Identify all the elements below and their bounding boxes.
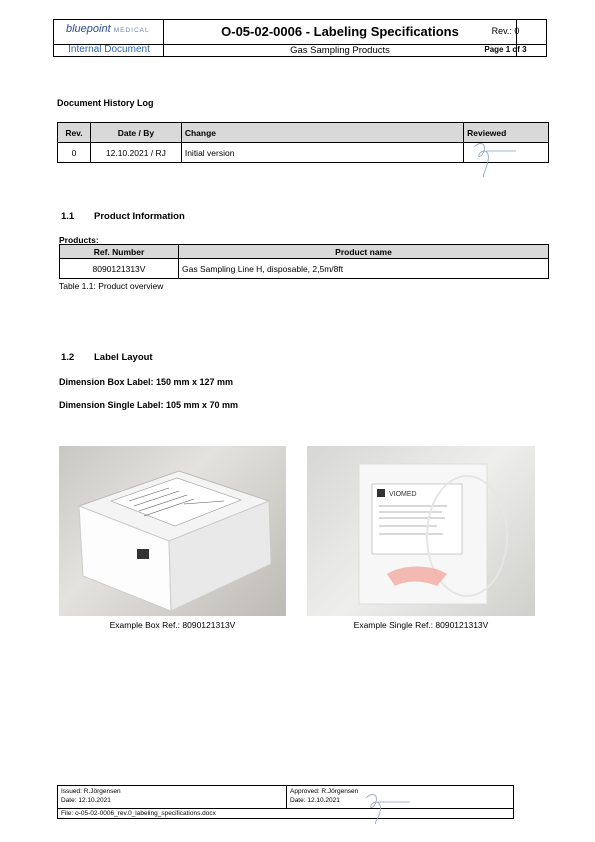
col-change: Change (181, 123, 463, 143)
cell-reviewed-signature (464, 143, 549, 163)
section-1-2-title: Label Layout (94, 352, 153, 363)
company-logo: bluepoint MEDICAL (66, 23, 150, 35)
signature-icon (466, 139, 526, 179)
col-product-name: Product name (179, 245, 549, 259)
col-date-by: Date / By (90, 123, 181, 143)
internal-document-label: Internal Document (68, 44, 150, 55)
table-caption: Table 1.1: Product overview (59, 281, 164, 291)
col-reviewed: Reviewed (464, 123, 549, 143)
document-footer (57, 785, 514, 819)
section-1-1-title: Product Information (94, 211, 185, 222)
issued-by: Issued: R.Jörgensen (61, 788, 121, 795)
page-number: Page 1 of 3 (484, 45, 527, 54)
col-ref-number: Ref. Number (60, 245, 179, 259)
section-1-2-number: 1.2 (61, 352, 75, 363)
issued-date: Date: 12.10.2021 (61, 797, 111, 804)
package-brand-text: VIOMED (389, 491, 417, 498)
section-1-1-number: 1.1 (61, 211, 75, 222)
box-label-photo (59, 446, 286, 616)
table-row (58, 143, 549, 163)
history-table (57, 122, 549, 163)
col-rev: Rev. (58, 123, 91, 143)
cell-rev: 0 (58, 143, 91, 163)
logo-cell (54, 20, 164, 56)
cell-date-by: 12.10.2021 / RJ (90, 143, 181, 163)
table-header-row (60, 245, 549, 259)
single-label-photo (307, 446, 535, 616)
cell-change: Initial version (181, 143, 463, 163)
history-heading: Document History Log (57, 98, 154, 108)
approved-date: Date: 12.10.2021 (290, 797, 340, 804)
cell-ref: 8090121313V (60, 259, 179, 279)
pouch-illustration (307, 446, 535, 616)
dimension-box-label: Dimension Box Label: 150 mm x 127 mm (59, 377, 234, 387)
file-name: File: o-05-02-0006_rev.0_labeling_specifications.docx (61, 810, 216, 817)
cell-product-name: Gas Sampling Line H, disposable, 2,5m/8ft (179, 259, 549, 279)
document-subtitle: Gas Sampling Products (290, 45, 390, 56)
dimension-single-label: Dimension Single Label: 105 mm x 70 mm (59, 400, 239, 410)
single-photo-caption: Example Single Ref.: 8090121313V (353, 620, 489, 630)
document-title: O-05-02-0006 - Labeling Specifications (221, 24, 459, 39)
table-row (60, 259, 549, 279)
footer-signature-icon (358, 790, 418, 826)
products-label: Products: (59, 235, 99, 245)
box-illustration (59, 446, 286, 616)
box-photo-caption: Example Box Ref.: 8090121313V (109, 620, 236, 630)
product-table (59, 244, 549, 279)
approved-by: Approved: R.Jörgensen (290, 788, 359, 795)
revision-label: Rev.: 0 (491, 26, 520, 36)
